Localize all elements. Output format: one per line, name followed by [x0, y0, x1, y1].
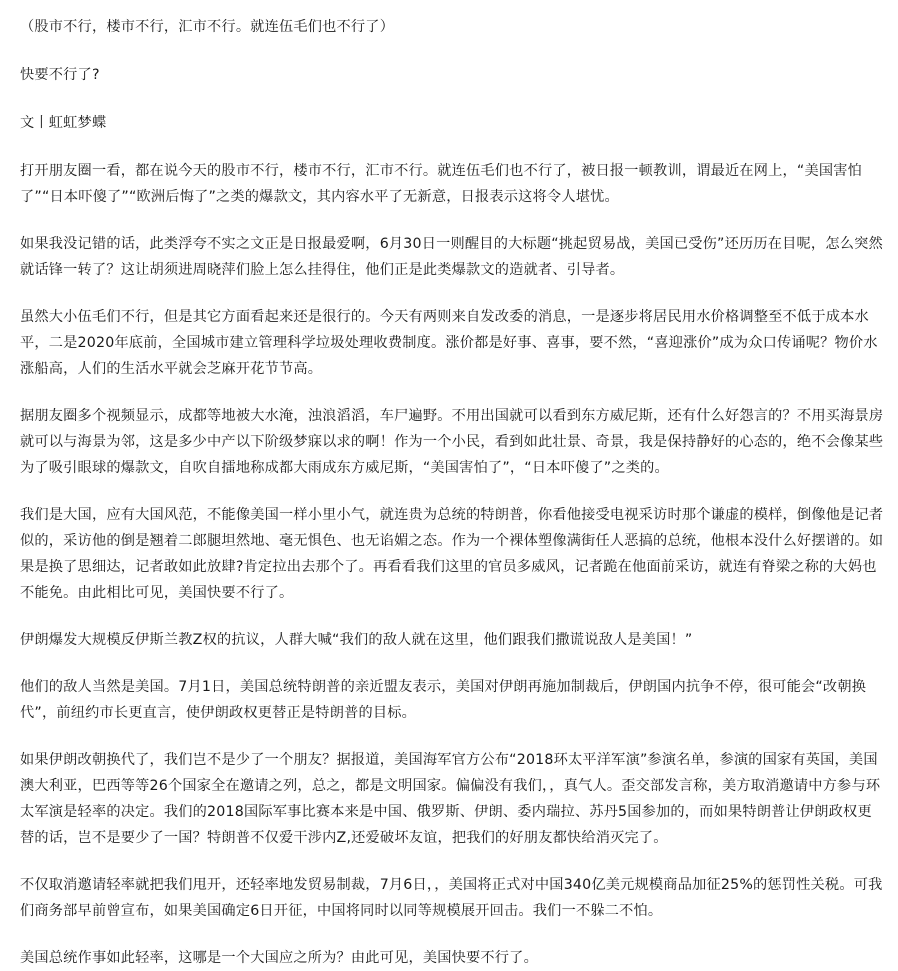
paragraph-9: 不仅取消邀请轻率就把我们甩开，还轻率地发贸易制裁，7月6日，，美国将正式对中国340亿美元规模商品加征25%的惩罚性关税。可我们商务部早前曾宣布，如果美国确定6日开征，中国将同时以同等规模展开回击。我们一不躲二不怕。 — [20, 877, 883, 919]
paragraph-10: 美国总统作事如此轻率，这哪是一个大国应之所为？由此可见，美国快要不行了。 — [20, 950, 538, 966]
paragraph-5: 我们是大国，应有大国风范，不能像美国一样小里小气，就连贵为总统的特朗普，你看他接受电视采访时那个谦虚的模样，倒像他是记者似的，采访他的倒是翘着二郎腿坦然地、毫无惧色、也无谄媚之态。作为一个裸体塑像满街任人恶搞的总统，他根本没什么好摆谱的。如果是换了思细达，记者敢如此放肆?肯定拉出去那个了。再看看我们这里的官员多威风，记者跪在他面前采访，就连有脊梁之称的大妈也不能免。由此相比可见，美国快要不行了。 — [20, 507, 884, 601]
article-byline: 文丨虹虹梦蝶 — [20, 115, 107, 131]
paragraph-1: 打开朋友圈一看，都在说今天的股市不行，楼市不行，汇市不行。就连伍毛们也不行了，被日报一顿教训，谓最近在网上，“美国害怕了”“日本吓傻了”“欧洲后悔了”之类的爆款文，其内容水平了无新意，日报表示这将令人堪忧。 — [20, 163, 863, 205]
paragraph-2: 如果我没记错的话，此类浮夸不实之文正是日报最爱啊，6月30日一则醒目的大标题“挑起贸易战，美国已受伤”还历历在目呢，怎么突然就话锋一转了？这让胡须进周晓萍们脸上怎么挂得住，他们正是此类爆款文的造就者、引导者。 — [20, 236, 883, 278]
paragraph-3: 虽然大小伍毛们不行，但是其它方面看起来还是很行的。今天有两则来自发改委的消息，一是逐步将居民用水价格调整至不低于成本水平，二是2020年底前，全国城市建立管理科学垃圾处理收费制度。涨价都是好事、喜事，要不然，“喜迎涨价”成为众口传诵呢？物价水涨船高，人们的生活水平就会芝麻开花节节高。 — [20, 309, 878, 377]
paragraph-7: 他们的敌人当然是美国。7月1日，美国总统特朗普的亲近盟友表示，美国对伊朗再施加制裁后，伊朗国内抗争不停，很可能会“改朝换代”，前纽约市长更直言，使伊朗政权更替正是特朗普的目标。 — [20, 679, 867, 721]
paragraph-4: 据朋友圈多个视频显示，成都等地被大水淹，浊浪滔滔，车尸遍野。不用出国就可以看到东方威尼斯，还有什么好怨言的？不用买海景房就可以与海景为邻，这是多少中产以下阶级梦寐以求的啊！作为一个小民，看到如此壮景、奇景，我是保持静好的心态的，绝不会像某些为了吸引眼球的爆款文，自吹自擂地称成都大雨成东方威尼斯，“美国害怕了”，“日本吓傻了”之类的。 — [20, 408, 884, 476]
paragraph-8: 如果伊朗改朝换代了，我们岂不是少了一个朋友？据报道，美国海军官方公布“2018环太平洋军演”参演名单，参演的国家有英国，美国澳大利亚，巴西等等26个国家全在邀请之列，总之，都是文明国家。偏偏没有我们，，真气人。歪交部发言称，美方取消邀请中方参与环太军演是轻率的决定。我们的2018国际军事比赛本来是中国、俄罗斯、伊朗、委内瑞拉、苏丹5国参加的，而如果特朗普让伊朗政权更替的话，岂不是要少了一国？特朗普不仅爱干涉内Z,还爱破坏友谊，把我们的好朋友都快给消灭完了。 — [20, 752, 881, 846]
article-subtitle: （股市不行，楼市不行，汇市不行。就连伍毛们也不行了） — [20, 19, 395, 35]
paragraph-6: 伊朗爆发大规模反伊斯兰教Z权的抗议，人群大喊“我们的敌人就在这里，他们跟我们撒谎说敌人是美国！” — [20, 632, 693, 648]
article-title: 快要不行了? — [20, 67, 100, 83]
